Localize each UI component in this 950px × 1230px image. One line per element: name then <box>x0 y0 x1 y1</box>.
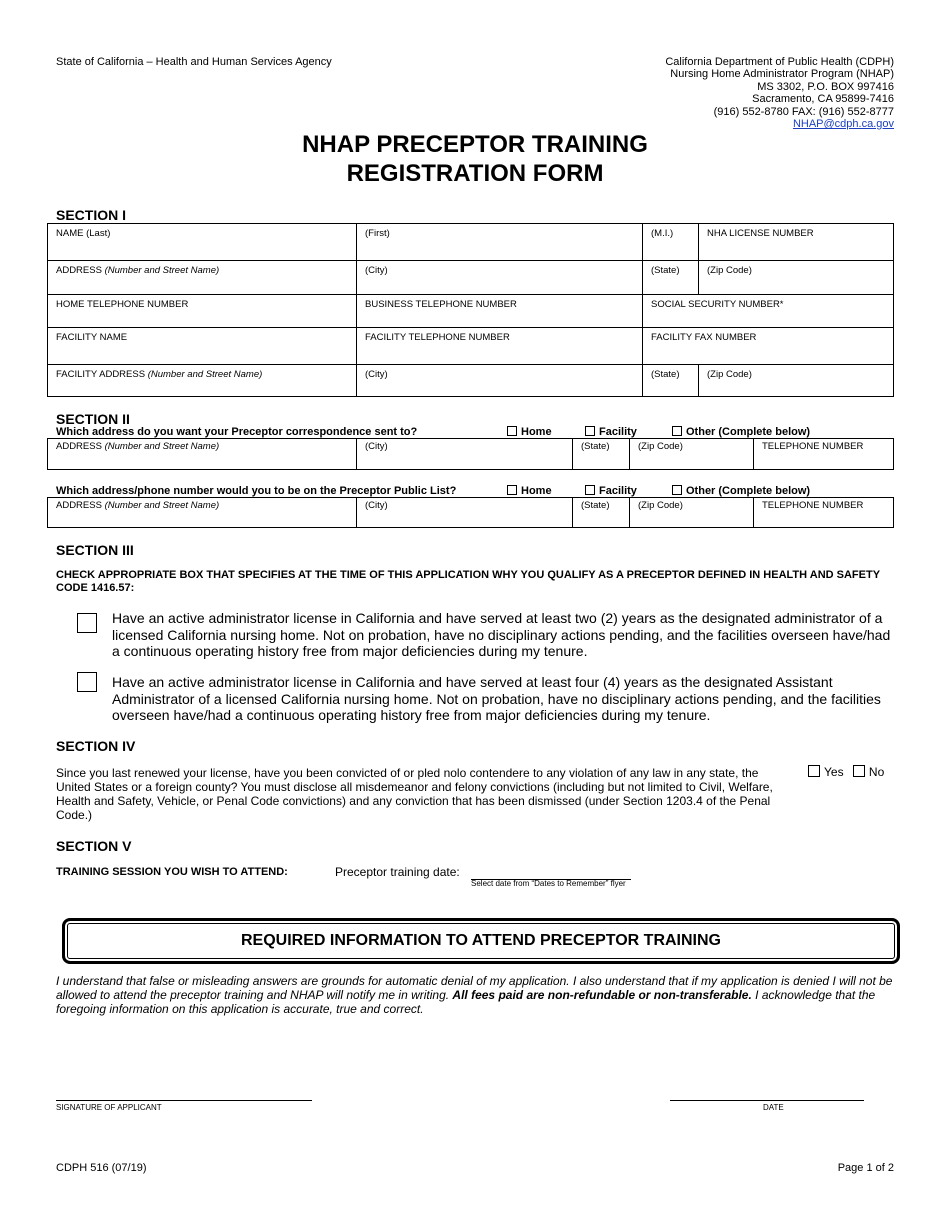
public-address-field[interactable]: ADDRESS (Number and Street Name) <box>48 498 357 528</box>
agency-name: State of California – Health and Human Services Agency <box>56 56 332 68</box>
training-date-hint: Select date from “Dates to Remember” flyer <box>471 879 626 888</box>
title-line-2: REGISTRATION FORM <box>346 160 604 187</box>
correspondence-address-table <box>47 438 894 470</box>
form-title <box>0 130 950 188</box>
public-state-field[interactable]: (State) <box>573 498 630 528</box>
training-date-input[interactable] <box>471 864 631 880</box>
facility-phone-field[interactable]: FACILITY TELEPHONE NUMBER <box>357 328 643 365</box>
ssn-field[interactable]: SOCIAL SECURITY NUMBER* <box>643 295 894 328</box>
form-id: CDPH 516 (07/19) <box>56 1162 147 1174</box>
public-list-options <box>507 485 810 497</box>
qualification-instruction: CHECK APPROPRIATE BOX THAT SPECIFIES AT THE TIME OF THIS APPLICATION WHY YOU QUALIFY AS A PRECEPTOR DEFINED IN HEALTH AND SAFETY CODE 1416.57: <box>56 569 880 594</box>
signature-label: SIGNATURE OF APPLICANT <box>56 1103 162 1112</box>
checkbox-icon[interactable] <box>507 426 517 436</box>
department-address <box>665 56 894 130</box>
qualification-option-2: Have an active administrator license in California and have served at least four (4) years as the designated Assistant Administrator of a licensed California nursing home. Not on probation, have no disciplinary actions pending, and the facilities overseen have/had a continuous operating history free from major deficiencies during my tenure. <box>112 674 881 723</box>
banner-text: REQUIRED INFORMATION TO ATTEND PRECEPTOR TRAINING <box>240 932 721 949</box>
corr-phone-field[interactable]: TELEPHONE NUMBER <box>754 439 894 470</box>
dept-line: (916) 552-8780 FAX: (916) 552-8777 <box>713 105 894 118</box>
name-first-field[interactable]: (First) <box>357 224 643 261</box>
training-date-label: Preceptor training date: <box>335 865 460 879</box>
public-list-address-table <box>47 497 894 528</box>
qualification-option-1: Have an active administrator license in California and have served at least two (2) years as the designated administrator of a licensed California nursing home. Not on probation, have no disciplinary actions pending, and the facilities overseen have/had a continuous operating history free from major deficiencies during my tenure. <box>112 610 891 659</box>
section-5-heading: SECTION V <box>56 838 132 854</box>
license-number-field[interactable]: NHA LICENSE NUMBER <box>699 224 894 261</box>
facility-address-field[interactable]: FACILITY ADDRESS (Number and Street Name) <box>48 365 357 397</box>
training-session-label: TRAINING SESSION YOU WISH TO ATTEND: <box>56 866 288 878</box>
section-2-heading: SECTION II <box>56 411 130 427</box>
corr-address-field[interactable]: ADDRESS (Number and Street Name) <box>48 439 357 470</box>
dept-line: MS 3302, P.O. BOX 997416 <box>757 80 894 93</box>
no-option[interactable]: No <box>853 765 884 779</box>
corr-zip-field[interactable]: (Zip Code) <box>630 439 754 470</box>
page-number: Page 1 of 2 <box>837 1162 894 1174</box>
section-1-heading: SECTION I <box>56 207 127 223</box>
dept-line: California Department of Public Health (CDPH) <box>665 56 894 68</box>
public-phone-field[interactable]: TELEPHONE NUMBER <box>754 498 894 528</box>
checkbox-icon[interactable] <box>672 485 682 495</box>
public-city-field[interactable]: (City) <box>357 498 573 528</box>
dept-line: Nursing Home Administrator Program (NHAP) <box>670 68 894 81</box>
other-option[interactable]: Other (Complete below) <box>672 426 810 438</box>
title-line-1: NHAP PRECEPTOR TRAINING <box>302 131 648 158</box>
business-phone-field[interactable]: BUSINESS TELEPHONE NUMBER <box>357 295 643 328</box>
checkbox-icon[interactable] <box>853 765 865 777</box>
checkbox-icon[interactable] <box>507 485 517 495</box>
qualification-checkbox-1[interactable] <box>77 613 97 633</box>
facility-option[interactable]: Facility <box>585 426 672 438</box>
public-zip-field[interactable]: (Zip Code) <box>630 498 754 528</box>
home-phone-field[interactable]: HOME TELEPHONE NUMBER <box>48 295 357 328</box>
facility-fax-field[interactable]: FACILITY FAX NUMBER <box>643 328 894 365</box>
section-1-table <box>47 223 894 397</box>
corr-city-field[interactable]: (City) <box>357 439 573 470</box>
facility-option[interactable]: Facility <box>585 485 672 497</box>
checkbox-icon[interactable] <box>585 485 595 495</box>
corr-state-field[interactable]: (State) <box>573 439 630 470</box>
section-4-heading: SECTION IV <box>56 738 136 754</box>
zip-field[interactable]: (Zip Code) <box>699 261 894 295</box>
facility-city-field[interactable]: (City) <box>357 365 643 397</box>
correspondence-options <box>507 426 810 438</box>
date-label: DATE <box>763 1103 784 1112</box>
qualification-checkbox-2[interactable] <box>77 672 97 692</box>
date-line[interactable] <box>670 1100 864 1101</box>
dept-line: Sacramento, CA 95899-7416 <box>752 93 894 106</box>
city-field[interactable]: (City) <box>357 261 643 295</box>
other-option[interactable]: Other (Complete below) <box>672 485 810 497</box>
checkbox-icon[interactable] <box>672 426 682 436</box>
conviction-question: Since you last renewed your license, have you been convicted of or pled nolo contendere to any violation of any law in any state, the United States or a foreign county? You must disclose all misdemeanor and felony convictions (including but not limited to Civil, Welfare, Health and Safety, Vehicle, or Penal Code convictions) and any conviction that has been dismissed (under Section 1203.4 of the Penal Code.) <box>56 766 773 822</box>
home-option[interactable]: Home <box>507 426 585 438</box>
email-link[interactable]: NHAP@cdph.ca.gov <box>792 118 894 131</box>
middle-initial-field[interactable]: (M.I.) <box>643 224 699 261</box>
home-option[interactable]: Home <box>507 485 585 497</box>
conviction-answer <box>808 765 884 779</box>
facility-zip-field[interactable]: (Zip Code) <box>699 365 894 397</box>
address-field[interactable]: ADDRESS (Number and Street Name) <box>48 261 357 295</box>
public-list-question: Which address/phone number would you to be on the Preceptor Public List? <box>56 485 457 497</box>
yes-option[interactable]: Yes <box>808 765 844 779</box>
checkbox-icon[interactable] <box>808 765 820 777</box>
facility-name-field[interactable]: FACILITY NAME <box>48 328 357 365</box>
applicant-statement: I understand that false or misleading answers are grounds for automatic denial of my application. I also understand that if my application is denied I will not be allowed to attend the preceptor training and NHAP will notify me in writing. All fees paid are non-refundable or non-transferable. I acknowledge that the foregoing information on this application is accurate, true and correct. <box>56 974 893 1016</box>
facility-state-field[interactable]: (State) <box>643 365 699 397</box>
required-info-banner <box>62 918 900 964</box>
section-3-heading: SECTION III <box>56 542 134 558</box>
correspondence-question: Which address do you want your Preceptor correspondence sent to? <box>56 426 418 438</box>
signature-line[interactable] <box>56 1100 312 1101</box>
checkbox-icon[interactable] <box>585 426 595 436</box>
name-last-field[interactable]: NAME (Last) <box>48 224 357 261</box>
state-field[interactable]: (State) <box>643 261 699 295</box>
